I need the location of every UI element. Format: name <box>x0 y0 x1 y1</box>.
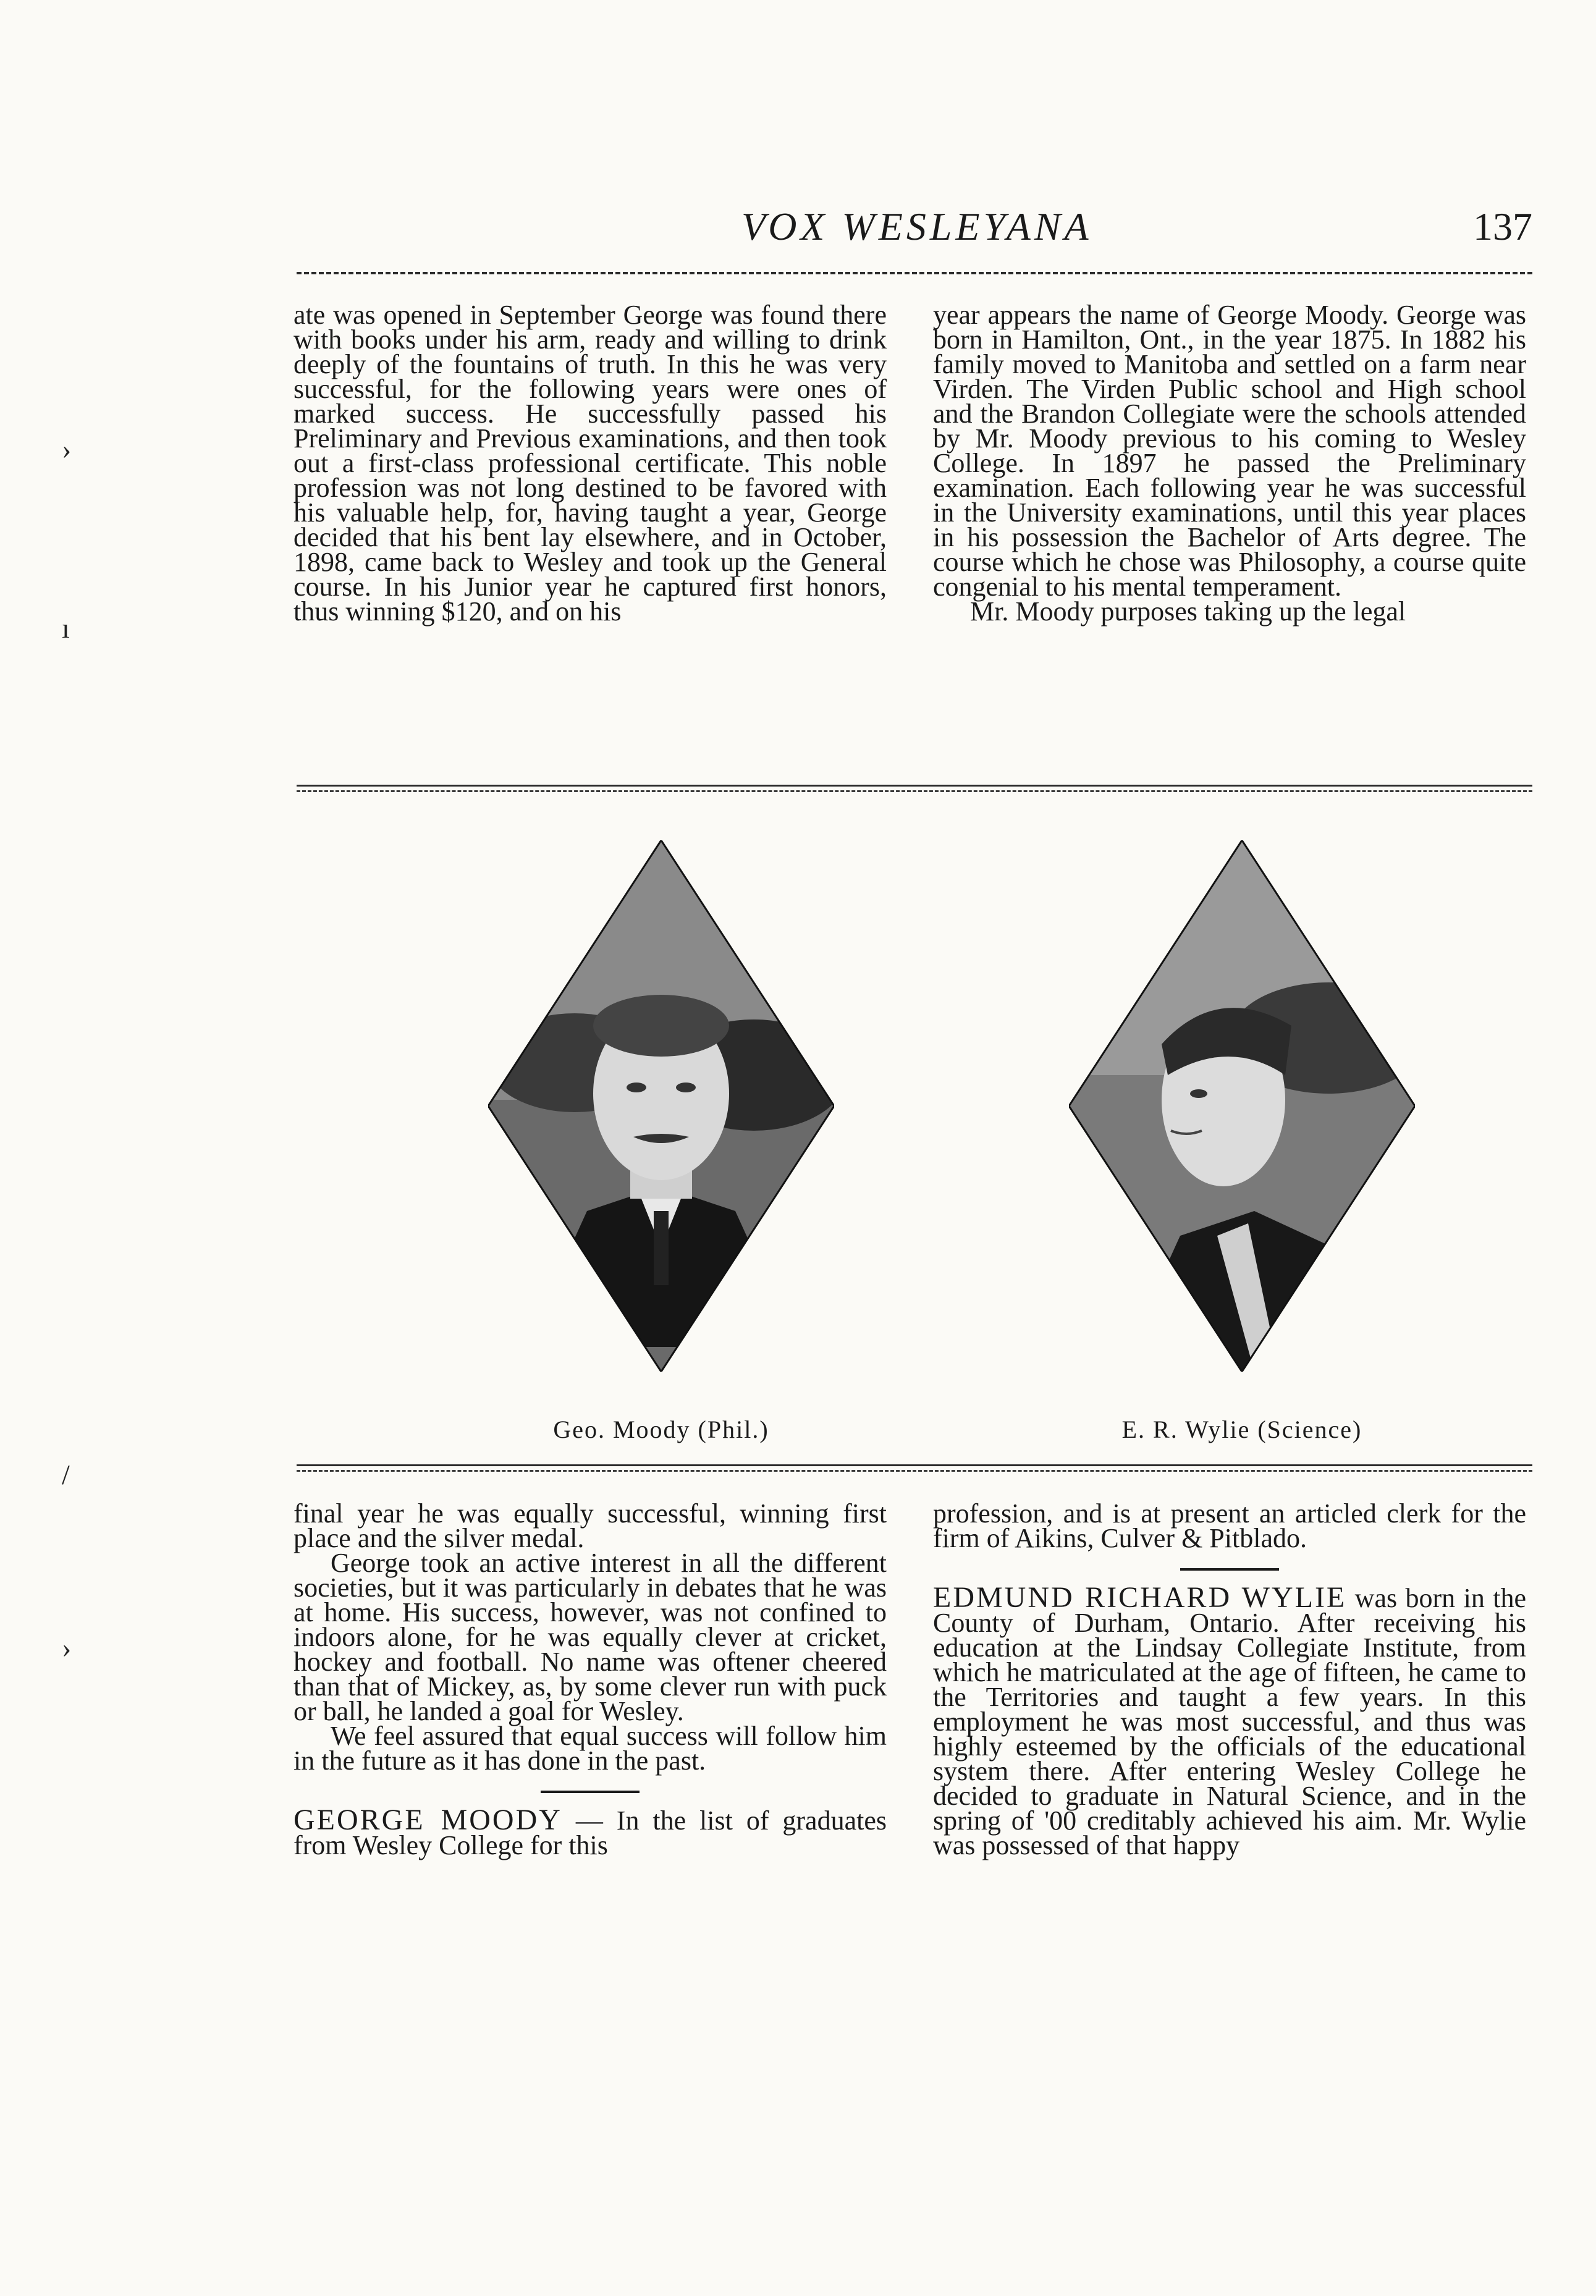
margin-mark: › <box>62 433 72 465</box>
portrait-moody <box>488 840 834 1372</box>
entry-paragraph <box>933 1581 1526 1860</box>
paragraph: We feel assured that equal success will follow him in the future as it has done in the past. <box>293 1721 887 1776</box>
portrait-wylie <box>1069 840 1415 1372</box>
margin-mark: / <box>62 1459 70 1490</box>
running-head <box>284 204 1532 260</box>
bottom-right-column <box>933 1498 1526 1860</box>
page-number: 137 <box>1473 205 1532 248</box>
paragraph: final year he was equally successful, winning first place and the silver medal. <box>293 1498 887 1553</box>
paragraph: profession, and is at present an articled clerk for the firm of Aikins, Culver & Pitblado. <box>933 1498 1526 1553</box>
portrait-photo-icon <box>1069 840 1415 1372</box>
margin-mark: › <box>62 1632 72 1663</box>
paragraph: George took an active interest in all the different societies, but it was particularly in debates that he was at home. His success, however, was not confined to indoors alone, for he was equally clever at cricket, hockey and football. No name was oftener cheered than that of Mickey, as, by some clever run with puck or ball, he landed a goal for Wesley. <box>293 1548 887 1726</box>
section-rule <box>297 785 1532 787</box>
journal-title: VOX WESLEYANA <box>741 205 1092 248</box>
entry-separator <box>1180 1568 1279 1571</box>
caption-moody: Geo. Moody (Phil.) <box>553 1416 769 1443</box>
section-rule <box>297 1464 1532 1466</box>
entry-name: GEORGE MOODY <box>293 1804 562 1836</box>
entry-name: EDMUND RICHARD WYLIE <box>933 1581 1347 1614</box>
top-left-column <box>293 300 887 627</box>
paragraph: Mr. Moody purposes taking up the legal <box>970 596 1406 627</box>
paragraph: ate was opened in September George was found there with books under his arm, ready and willing to drink deeply of the fountains of truth. In this he was very successful, for the following years were ones of marked success. He successfully passed his Preliminary and Previous examinations, and then took out a first-class professional certificate. This noble profession was not long destined to be favored with his valuable help, for, having taught a year, George decided that his bent lay elsewhere, and in October, 1898, came back to Wesley and took up the General course. In his Junior year he captured first honors, thus winning $120, and on his <box>293 300 887 627</box>
header-rule <box>297 272 1532 274</box>
top-right-column <box>933 300 1526 627</box>
paragraph: year appears the name of George Moody. George was born in Hamilton, Ont., in the year 1875. In 1882 his family moved to Manitoba and settled on a farm near Virden. The Virden Public school and High school and the Brandon Collegiate were the schools attended by Mr. Moody previous to his coming to Wesley College. In 1897 he passed the Preliminary examination. Each following year he was successful in the University examinations, until this year places in his possession the Bachelor of Arts degree. The course which he chose was Philosophy, a course quite congenial to his mental temperament. <box>933 300 1526 602</box>
caption-wylie: E. R. Wylie (Science) <box>1121 1416 1362 1443</box>
entry-text: was born in the County of Durham, Ontario. After receiving his education at the Lindsay Collegiate Institute, from which he matriculated at the age of fifteen, he came to the Territories and taught a few years. In this employment he was most successful, and thus was highly esteemed by the officials of the educational system there. After entering Wesley College he decided to graduate in Natural Science, and in the spring of '00 creditably achieved his aim. Mr. Wylie was possessed of that happy <box>933 1583 1526 1860</box>
bottom-left-column <box>293 1498 887 1860</box>
entry-text: — In the list of graduates from Wesley College for this <box>293 1805 887 1860</box>
entry-separator <box>541 1791 640 1793</box>
entry-paragraph <box>293 1804 887 1860</box>
margin-mark: ı <box>62 612 70 644</box>
portrait-photo-icon <box>488 840 834 1372</box>
